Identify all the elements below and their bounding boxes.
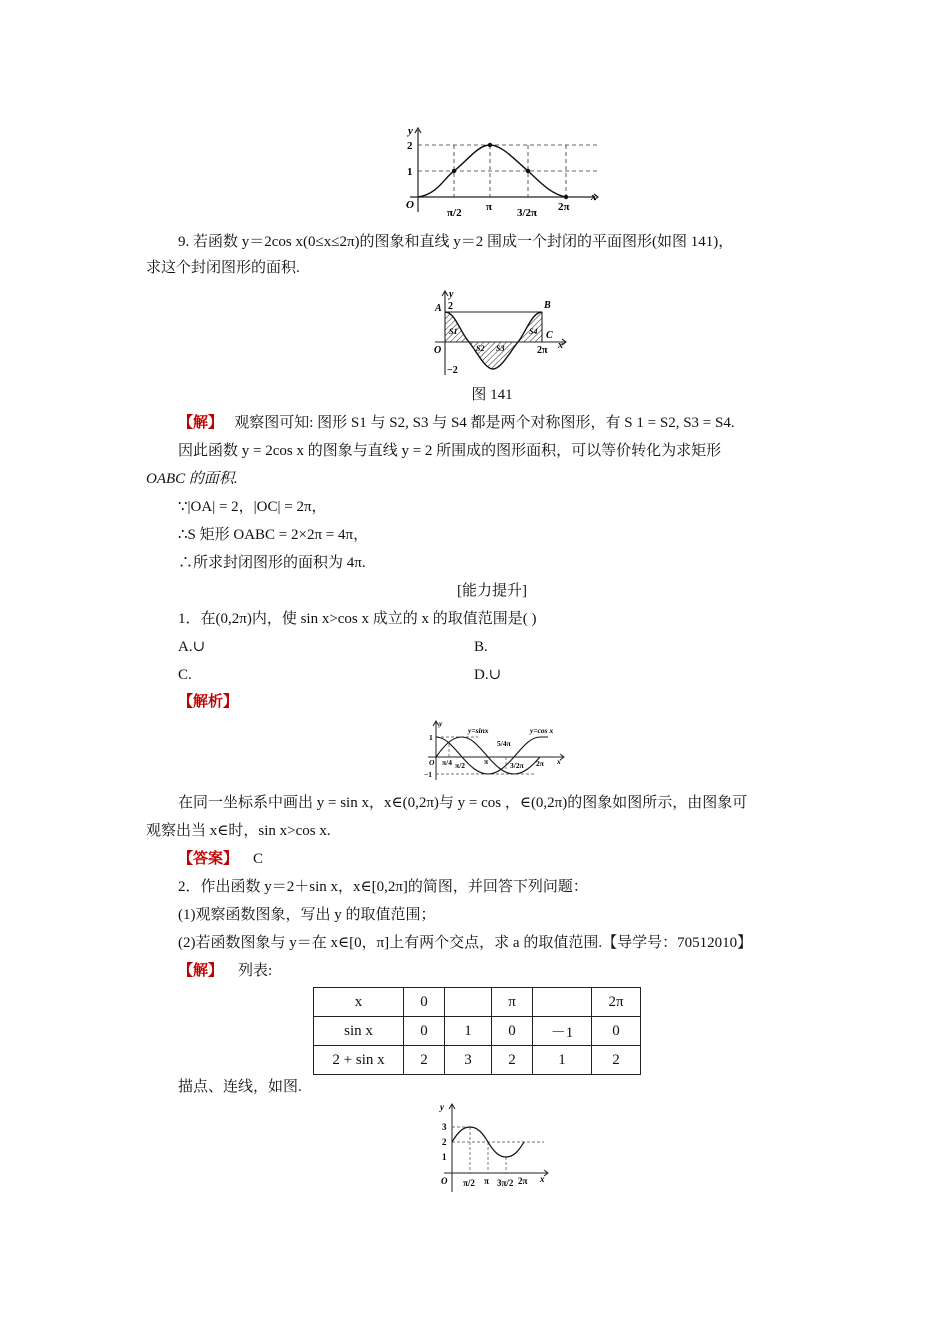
sol9-line3: OABC 的面积. [146, 471, 238, 487]
sol9-line1: 观察图可知: 图形 S1 与 S2, S3 与 S4 都是两个对称图形，有 S 1 = S2, S3 = S4. [234, 415, 735, 431]
q1-answer-tag: 【答案】 [178, 851, 239, 867]
figure-141 [420, 287, 570, 379]
q2-sol-text: 列表: [238, 963, 273, 979]
fig2-label-x: x [558, 340, 563, 351]
table-cell: 0 [492, 1017, 533, 1046]
q1-option-b: B. [474, 639, 488, 655]
fig3-label-5pi4: 5/4π [497, 739, 511, 748]
fig4-label-o: O [441, 1176, 448, 1186]
q1-analysis-tag: 【解析】 [178, 694, 239, 710]
table-cell: π [492, 988, 533, 1017]
fig2-label-2: 2 [448, 301, 453, 312]
table-cell [533, 988, 592, 1017]
fig2-label-b: B [544, 300, 551, 311]
fig2-label-c: C [546, 330, 553, 341]
fig1-origin: O [406, 199, 414, 211]
figure-sin-cos [418, 718, 568, 783]
fig3-label-sin: y=sinx [468, 726, 489, 735]
fig1-ytick-1: 1 [407, 166, 413, 178]
table-row [314, 1017, 641, 1046]
q1-text2: 观察出当 x∈时，sin x>cos x. [146, 823, 331, 839]
fig4-label-2pi: 2π [518, 1176, 528, 1186]
fig1-xtick-pi: π [486, 201, 493, 213]
fig3-label-pi2: π/2 [455, 761, 465, 770]
fig2-caption: 图 141 [471, 387, 513, 403]
fig3-label-x: x [557, 757, 561, 766]
fig2-label-o: O [434, 345, 442, 356]
fig3-label-pi: π [484, 757, 489, 766]
q1-answer-row [178, 848, 263, 870]
table-cell: 0 [592, 1017, 641, 1046]
fig2-label-s4: S4 [529, 327, 538, 336]
sol9-line2: 因此函数 y = 2cos x 的图象与直线 y = 2 所围成的图形面积，可以等价转化为求矩形 [178, 443, 722, 459]
table-cell: －1 [533, 1017, 592, 1046]
fig4-label-3pi2: 3π/2 [497, 1178, 514, 1188]
fig4-label-y: y [440, 1102, 444, 1112]
sol9-line4: ∵|OA| = 2，|OC| = 2π， [178, 499, 327, 515]
fig2-label-s3: S3 [496, 344, 505, 353]
figure-2-plus-sin [432, 1100, 552, 1195]
sol9-row1 [178, 412, 735, 434]
table-cell: 3 [445, 1046, 492, 1075]
figure-cos-curve [390, 122, 610, 222]
table-cell: 0 [404, 1017, 445, 1046]
fig1-xtick-2pi: 2π [558, 201, 570, 213]
q9-line1: 9. 若函数 y＝2cos x(0≤x≤2π)的图象和直线 y＝2 围成一个封闭的平面图形(如图 141)， [178, 234, 734, 250]
q2-sol-row [178, 960, 272, 982]
q1-option-c: C. [178, 667, 192, 683]
table-cell: 2 + sin x [314, 1046, 404, 1075]
fig1-ytick-2: 2 [407, 140, 413, 152]
q1-text1: 在同一坐标系中画出 y = sin x，x∈(0,2π)与 y = cos ，∈(0,2π)的图象如图所示，由图象可 [178, 795, 748, 811]
table-row [314, 988, 641, 1017]
fig4-label-2: 2 [442, 1137, 447, 1147]
table-cell: x [314, 988, 404, 1017]
fig2-label-s2: S2 [476, 344, 485, 353]
q2-part1: (1)观察函数图象，写出 y 的取值范围； [178, 907, 436, 923]
fig4-label-3: 3 [442, 1122, 447, 1132]
fig3-label-o: O [429, 758, 435, 767]
sol9-tag: 【解】 [178, 415, 224, 431]
q2-part2: (2)若函数图象与 y＝在 x∈[0，π]上有两个交点，求 a 的取值范围.【导学号：70512010】 [178, 935, 753, 951]
fig4-label-pi: π [484, 1176, 489, 1186]
fig3-label-2pi: 2π [536, 759, 544, 768]
fig1-xtick-3pi2: 3/2π [517, 207, 538, 219]
fig3-label-y: y [439, 719, 443, 728]
sol9-line5: ∴S 矩形 OABC = 2×2π = 4π， [178, 527, 369, 543]
table-cell [445, 988, 492, 1017]
q9-line2: 求这个封闭图形的面积. [146, 260, 300, 276]
table-cell: 0 [404, 988, 445, 1017]
table-cell: 2 [592, 1046, 641, 1075]
fig3-label-pi4: π/4 [442, 758, 452, 767]
fig4-label-x: x [540, 1174, 545, 1184]
q1-stem: 1．在(0,2π)内，使 sin x>cos x 成立的 x 的取值范围是( ) [178, 611, 537, 627]
table-cell: 2 [404, 1046, 445, 1075]
sol9-line6: ∴所求封闭图形的面积为 4π. [178, 555, 366, 571]
q2-sol-tag: 【解】 [178, 963, 224, 979]
q2-after: 描点、连线，如图. [178, 1079, 302, 1095]
fig3-label-1: 1 [429, 733, 433, 742]
q1-option-d: D.∪ [474, 667, 502, 683]
table-cell: 1 [533, 1046, 592, 1075]
fig2-label-2pi: 2π [537, 345, 548, 356]
value-table [313, 987, 641, 1075]
table-row [314, 1046, 641, 1075]
fig2-label-a: A [435, 303, 442, 314]
fig4-label-1: 1 [442, 1152, 447, 1162]
q1-option-a: A.∪ [178, 639, 206, 655]
fig2-label-y: y [449, 289, 454, 300]
fig1-xtick-pi2: π/2 [447, 207, 462, 219]
fig3-label-neg1: −1 [424, 770, 433, 779]
section-title: [能力提升] [457, 583, 527, 599]
q2-stem: 2．作出函数 y＝2＋sin x，x∈[0,2π]的简图，并回答下列问题： [178, 879, 588, 895]
q1-answer: C [253, 851, 264, 867]
table-cell: 1 [445, 1017, 492, 1046]
fig1-ylabel: y [408, 125, 413, 137]
fig3-label-3pi2: 3/2π [510, 761, 524, 770]
fig2-label-s1: S1 [449, 327, 458, 336]
fig4-label-pi2: π/2 [463, 1178, 475, 1188]
table-cell: 2π [592, 988, 641, 1017]
table-cell: 2 [492, 1046, 533, 1075]
table-cell: sin x [314, 1017, 404, 1046]
fig1-xlabel: x [591, 191, 597, 203]
fig2-label-neg2: −2 [447, 365, 458, 376]
fig3-label-cos: y=cos x [530, 726, 554, 735]
